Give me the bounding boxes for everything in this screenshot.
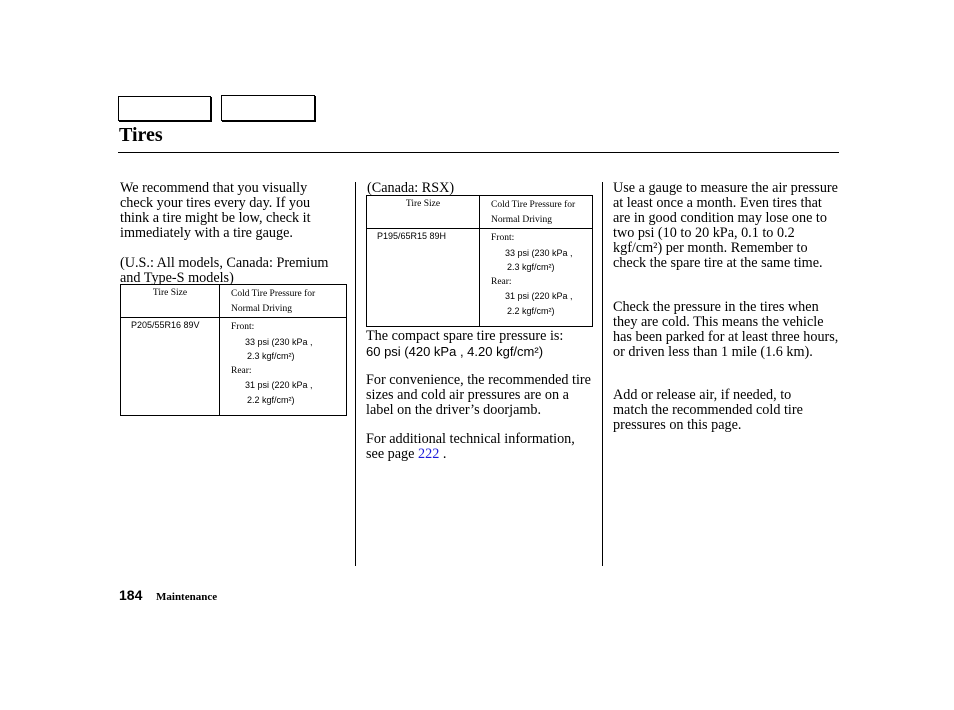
more-info-paragraph (366, 432, 594, 462)
header-cold-pressure-line1: Cold Tire Pressure for (231, 289, 316, 299)
tire-size-cell: P205/55R16 89V (121, 318, 220, 416)
column-divider-1 (355, 182, 356, 566)
page-reference-link[interactable]: 222 (418, 446, 440, 462)
more-info-text: For additional technical information, see page (366, 431, 575, 462)
header-cold-pressure (480, 196, 593, 229)
column-divider-2 (602, 182, 603, 566)
spare-tire-value: 60 psi (420 kPa , 4.20 kgf/cm²) (366, 344, 544, 359)
rear-value-line1: 31 psi (220 kPa , (245, 380, 313, 390)
nav-box-right[interactable] (221, 95, 315, 121)
table-heading-canada: (Canada: RSX) (367, 180, 455, 196)
rear-value-line1: 31 psi (220 kPa , (505, 291, 573, 301)
gauge-paragraph: Use a gauge to measure the air pressure at least once a month. Even tires that are in good condition may lose one to two psi (10 to 20 kPa, 0.1 to 0.2 kgf/cm²) per month. Remember to check the spare tire at the same time. (613, 180, 838, 271)
front-value-line2: 2.3 kgf/cm²) (247, 351, 295, 361)
header-cold-pressure-line2: Normal Driving (231, 304, 292, 314)
header-cold-pressure-line2: Normal Driving (491, 215, 552, 225)
front-label: Front: (491, 233, 515, 243)
spare-tire-paragraph (366, 329, 596, 359)
tire-size-cell: P195/65R15 89H (367, 229, 480, 327)
front-value-line1: 33 psi (230 kPa , (245, 336, 313, 347)
intro-paragraph: We recommend that you visually check your tires every day. If you think a tire might be low, check it immediately with a tire gauge. (120, 180, 311, 241)
header-cold-pressure-line1: Cold Tire Pressure for (491, 200, 576, 210)
header-tire-size: Tire Size (367, 196, 480, 229)
pressure-cell (220, 318, 347, 416)
title-divider (118, 152, 839, 153)
tire-pressure-table-canada (366, 195, 593, 327)
spare-tire-text: The compact spare tire pressure is: (366, 328, 564, 344)
table-heading-us: (U.S.: All models, Canada: Premium and Type-S models) (120, 255, 329, 286)
header-cold-pressure (220, 285, 347, 318)
section-name: Maintenance (156, 591, 218, 603)
nav-box-left[interactable] (118, 96, 211, 121)
header-tire-size: Tire Size (121, 285, 220, 318)
front-label: Front: (231, 322, 255, 332)
front-value-line1: 33 psi (230 kPa , (505, 247, 573, 258)
rear-label: Rear: (491, 276, 512, 287)
adjust-air-paragraph: Add or release air, if needed, to match the recommended cold tire pressures on this page. (613, 387, 803, 433)
pressure-cell (480, 229, 593, 327)
rear-label: Rear: (231, 365, 252, 376)
cold-tires-paragraph: Check the pressure in the tires when they are cold. This means the vehicle has been parked for at least three hours, or driven less than 1 mile (1.6 km). (613, 299, 839, 360)
page-number: 184 (119, 587, 143, 603)
rear-value-line2: 2.2 kgf/cm²) (507, 305, 555, 316)
convenience-paragraph: For convenience, the recommended tire sizes and cold air pressures are on a label on the driver’s doorjamb. (366, 372, 591, 418)
more-info-end: . (439, 446, 447, 462)
tire-pressure-table-us (120, 284, 347, 416)
front-value-line2: 2.3 kgf/cm²) (507, 262, 555, 272)
page-title: Tires (119, 124, 163, 146)
rear-value-line2: 2.2 kgf/cm²) (247, 394, 295, 405)
